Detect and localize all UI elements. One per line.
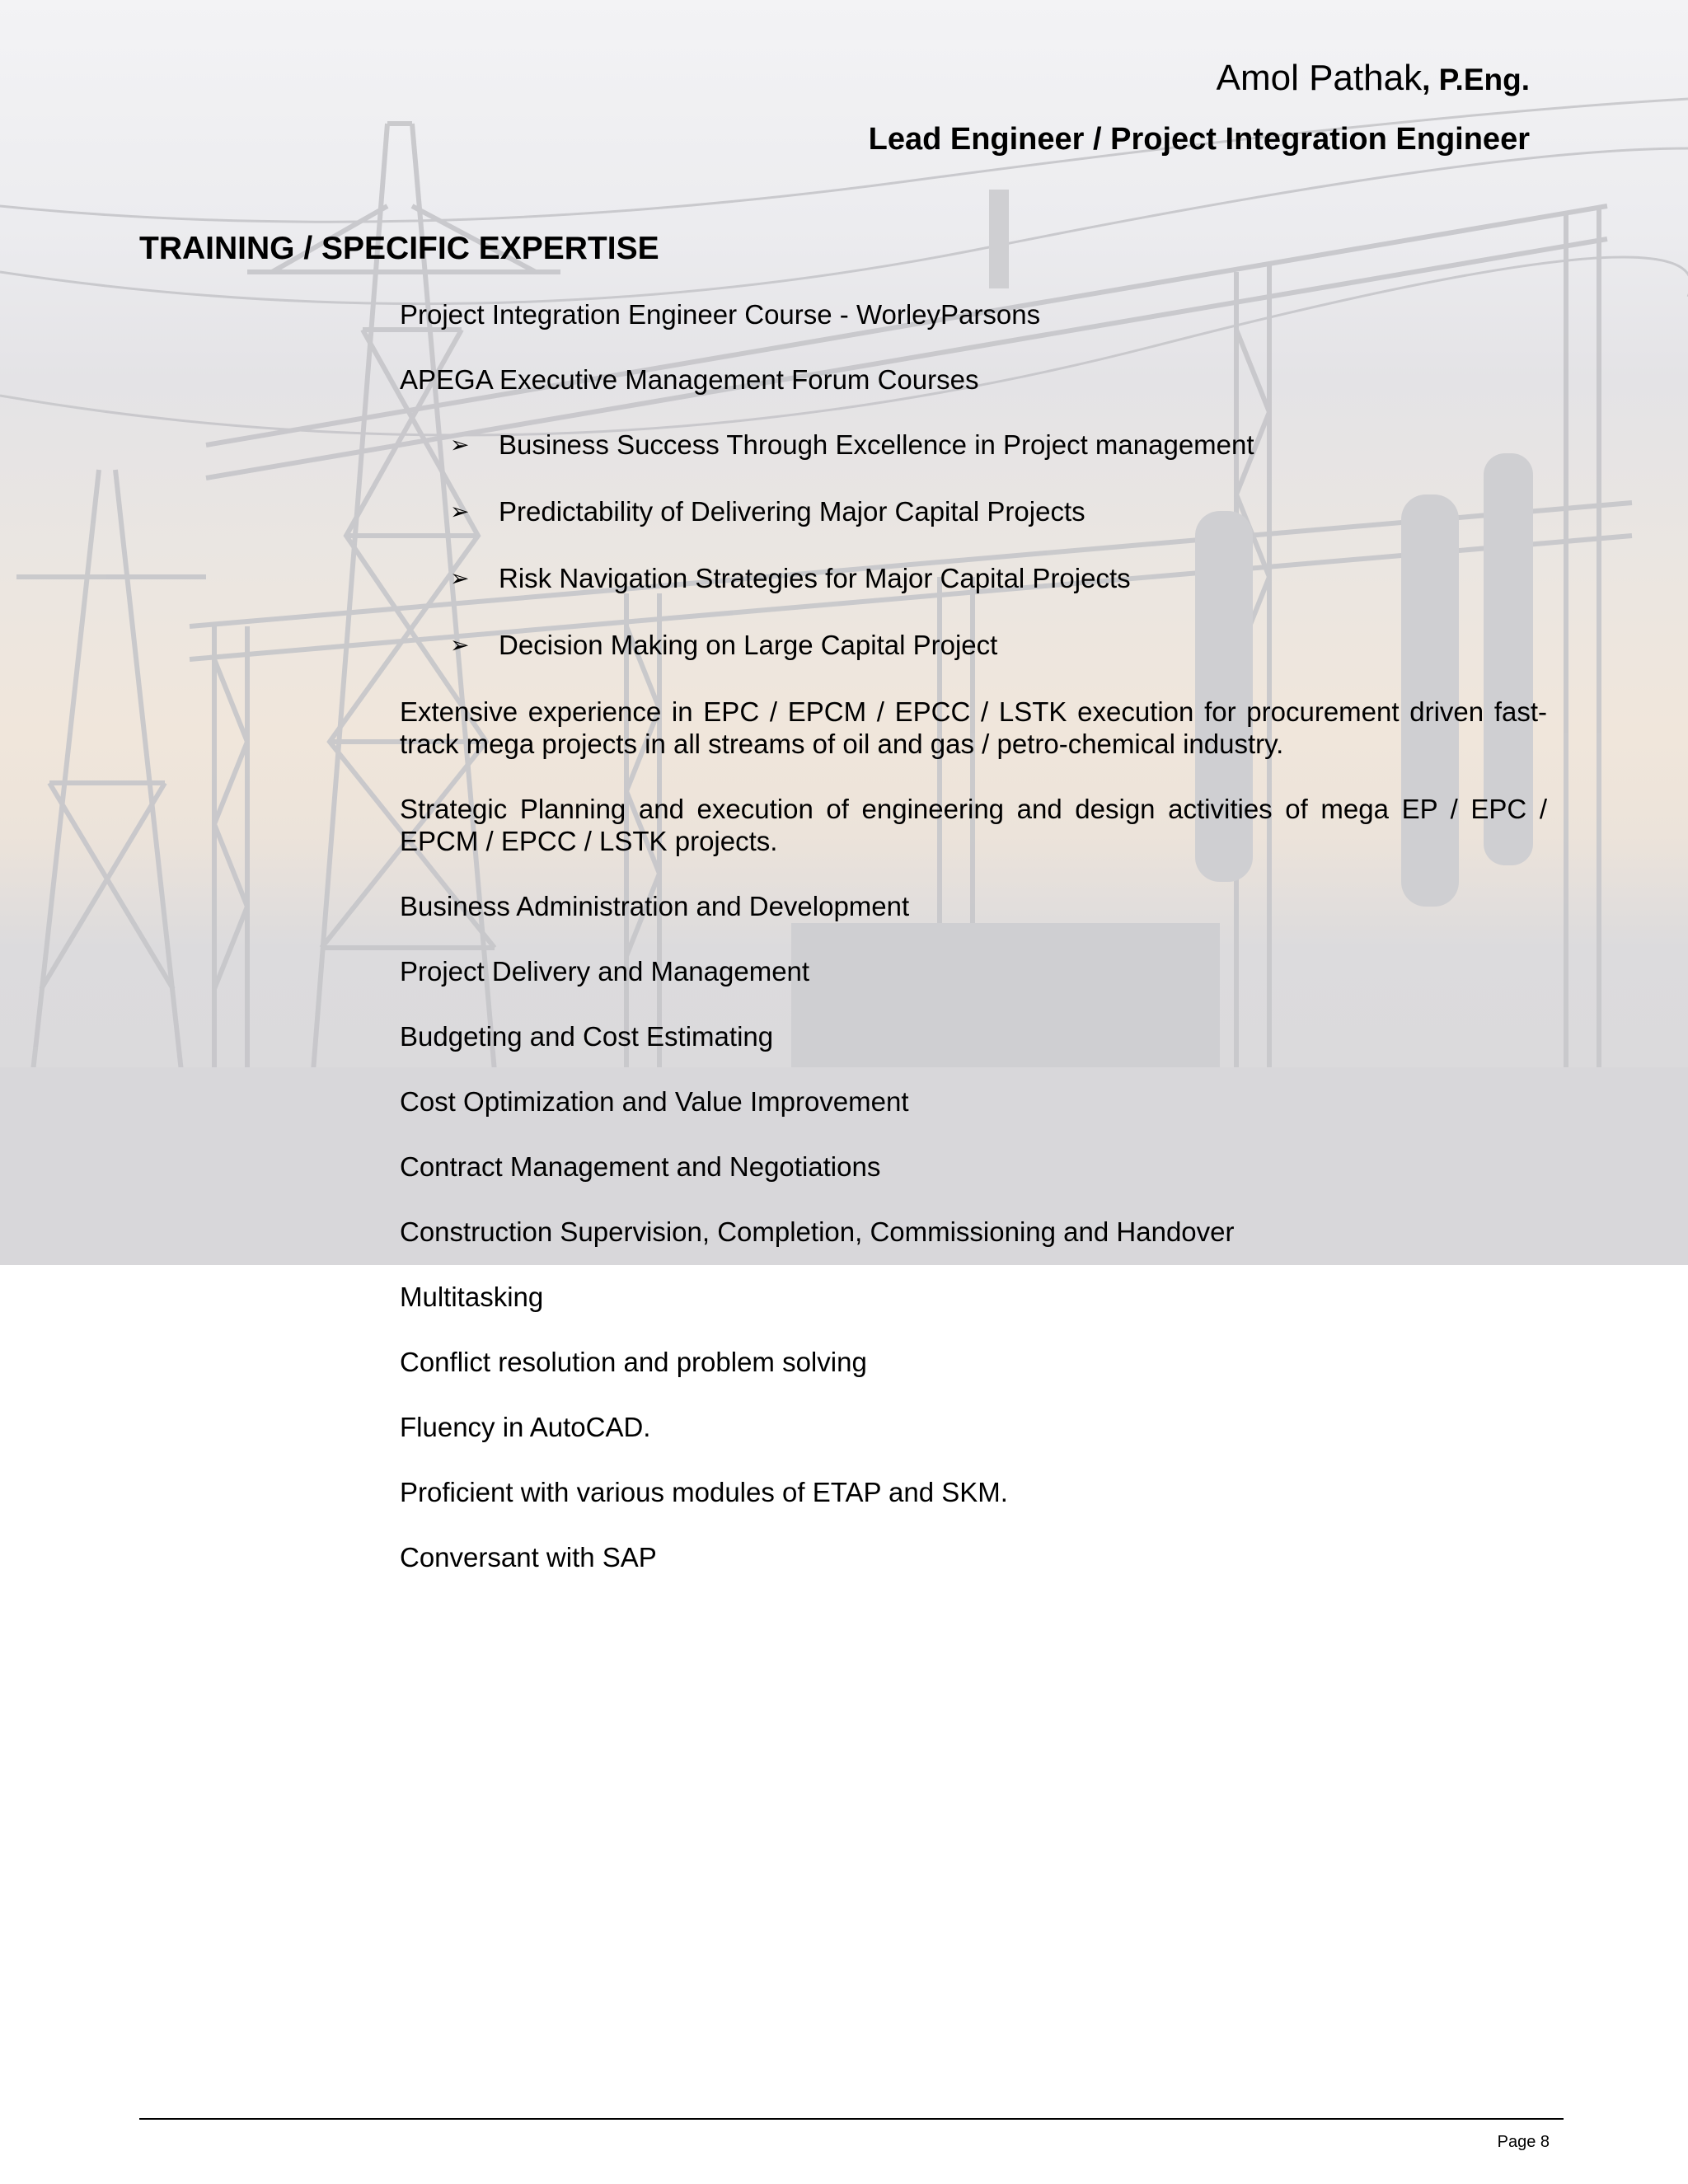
list-item: APEGA Executive Management Forum Courses [400, 364, 979, 395]
sub-list-item-text: Decision Making on Large Capital Project [499, 630, 998, 660]
sub-list-item [400, 429, 1547, 461]
header-job-title: Lead Engineer / Project Integration Engineer [868, 122, 1530, 157]
list-item: Extensive experience in EPC / EPCM / EPCC / LSTK execution for procurement driven fast-track mega projects in all streams of oil and gas / petro-chemical industry. [400, 696, 1547, 759]
section-title: TRAINING / SPECIFIC EXPERTISE [139, 231, 659, 266]
arrow-bullet-icon: ➢ [450, 499, 470, 524]
list-item: Project Delivery and Management [400, 956, 810, 987]
page-number: Page 8 [1497, 2133, 1550, 2151]
list-item: Contract Management and Negotiations [400, 1151, 881, 1182]
name-text: Amol Pathak [1216, 58, 1423, 98]
list-item: Business Administration and Development [400, 891, 910, 921]
list-item: Fluency in AutoCAD. [400, 1412, 651, 1442]
header-name [1217, 58, 1530, 99]
list-item: Budgeting and Cost Estimating [400, 1021, 774, 1052]
list-item: Construction Supervision, Completion, Commissioning and Handover [400, 1216, 1235, 1247]
list-item: Multitasking [400, 1282, 544, 1312]
list-item: Conflict resolution and problem solving [400, 1347, 867, 1377]
list-item: Strategic Planning and execution of engineering and design activities of mega EP / EPC / EPCM / EPCC / LSTK projects. [400, 794, 1547, 856]
sub-list-item-text: Predictability of Delivering Major Capital Projects [499, 496, 1085, 527]
list-item: Conversant with SAP [400, 1542, 657, 1572]
sub-list-item [400, 495, 1547, 527]
footer-divider [139, 2118, 1564, 2120]
arrow-bullet-icon: ➢ [450, 565, 470, 591]
expertise-list [400, 298, 1547, 1606]
arrow-bullet-icon: ➢ [450, 632, 470, 658]
credential-text: , P.Eng. [1422, 63, 1530, 96]
sub-list-item-text: Business Success Through Excellence in Project management [499, 429, 1254, 460]
sub-list-item [400, 562, 1547, 594]
list-item: Proficient with various modules of ETAP and SKM. [400, 1477, 1008, 1507]
list-item: Project Integration Engineer Course - WorleyParsons [400, 299, 1041, 330]
sub-list-item-text: Risk Navigation Strategies for Major Capital Projects [499, 563, 1131, 593]
list-item: Cost Optimization and Value Improvement [400, 1086, 909, 1117]
arrow-bullet-icon: ➢ [450, 432, 470, 457]
sub-list-item [400, 629, 1547, 661]
